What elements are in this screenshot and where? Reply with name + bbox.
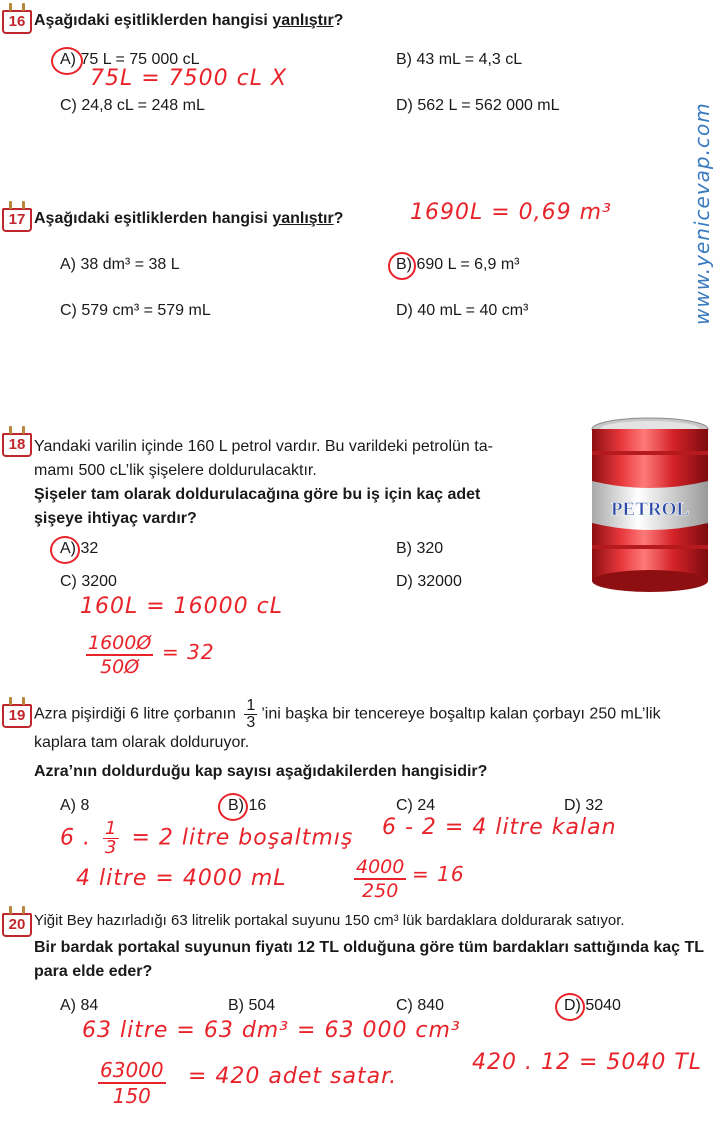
- handwritten-fraction: 63000 150: [100, 1058, 164, 1108]
- watermark-text: www.yenicevap.com: [690, 102, 714, 325]
- q16-option-c[interactable]: C) 24,8 cL = 248 mL: [60, 97, 205, 114]
- question-number-20: 20: [2, 913, 32, 937]
- question-19-stem-line2: kaplara tam olarak dolduruyor.: [34, 734, 250, 751]
- q19-option-c[interactable]: C) 24: [396, 797, 436, 814]
- q19-option-b[interactable]: B) 16: [228, 797, 267, 814]
- handwritten-note: 4 litre = 4000 mL: [76, 866, 287, 891]
- handwritten-result: = 420 adet satar.: [188, 1064, 398, 1089]
- q17-option-a[interactable]: A) 38 dm³ = 38 L: [60, 256, 180, 273]
- question-17-stem: [34, 210, 343, 228]
- q19-option-a[interactable]: A) 8: [60, 797, 90, 814]
- q20-option-c[interactable]: C) 840: [396, 997, 445, 1014]
- fraction: $\frac{1}{3}$: [246, 697, 256, 731]
- stem-line: mamı 500 cL’lik şişelere doldurulacaktır.: [34, 462, 317, 479]
- stem-end: ?: [333, 210, 344, 227]
- question-number-19: 19: [2, 704, 32, 728]
- q20-option-d[interactable]: D) 5040: [564, 997, 621, 1014]
- answer-circle: [388, 252, 416, 280]
- question-number-16: 16: [2, 10, 32, 34]
- handwritten-note: 1690L = 0,69 m³: [410, 200, 612, 225]
- answer-circle: [555, 993, 585, 1021]
- handwritten-note: 6 - 2 = 4 litre kalan: [382, 815, 617, 840]
- handwritten-note: 6 . $\frac{1}{3}$ = 2 litre boşaltmış: [60, 818, 354, 858]
- stem-end: ?: [333, 12, 344, 29]
- question-19-stem-line1: Azra pişirdiği 6 litre çorbanın $\frac{1}{3}$ ’ini başka bir tencereye boşaltıp kalan çorbayı 250 mL’lik: [34, 697, 661, 731]
- question-19-question: Azra’nın doldurduğu kap sayısı aşağıdakilerden hangisidir?: [34, 763, 488, 780]
- handwritten-fraction: 4000 250: [356, 856, 405, 902]
- petrol-barrel-image: [585, 415, 715, 595]
- answer-circle: [218, 793, 248, 821]
- question-number-17: 17: [2, 208, 32, 232]
- q16-option-b[interactable]: B) 43 mL = 4,3 cL: [396, 51, 523, 68]
- q17-option-d[interactable]: D) 40 mL = 40 cm³: [396, 302, 529, 319]
- question-18-stem: [34, 435, 528, 531]
- barrel-label: PETROL: [610, 499, 690, 520]
- answer-circle: [50, 536, 80, 564]
- q17-option-b[interactable]: B) 690 L = 6,9 m³: [396, 256, 520, 273]
- q18-option-a[interactable]: A) 32: [60, 540, 99, 557]
- stem-question-line: şişeye ihtiyaç vardır?: [34, 510, 197, 527]
- stem-text: Aşağıdaki eşitliklerden hangisi: [34, 210, 273, 227]
- q19-option-d[interactable]: D) 32: [564, 797, 604, 814]
- q20-option-a[interactable]: A) 84: [60, 997, 99, 1014]
- q20-option-b[interactable]: B) 504: [228, 997, 276, 1014]
- handwritten-note: 160L = 16000 cL: [80, 594, 283, 619]
- handwritten-note: 75L = 7500 cL X: [90, 66, 288, 91]
- stem-text: Aşağıdaki eşitliklerden hangisi: [34, 12, 273, 29]
- q17-option-c[interactable]: C) 579 cm³ = 579 mL: [60, 302, 211, 319]
- question-16-stem: [34, 12, 343, 30]
- q16-option-a[interactable]: A) 75 L = 75 000 cL: [60, 51, 200, 68]
- answer-circle: [51, 47, 83, 75]
- question-20-question: Bir bardak portakal suyunun fiyatı 12 TL olduğuna göre tüm bardakları sattığında kaç TL para elde eder?: [34, 939, 705, 980]
- handwritten-result: = 32: [162, 640, 215, 664]
- stem-underlined: yanlıştır: [272, 12, 334, 29]
- q18-option-b[interactable]: B) 320: [396, 540, 444, 557]
- handwritten-result: = 16: [412, 862, 465, 886]
- handwritten-fraction: 1600Ø 50Ø: [88, 632, 152, 678]
- handwritten-note: 420 . 12 = 5040 TL: [472, 1050, 703, 1075]
- question-20-stem: Yiğit Bey hazırladığı 63 litrelik portakal suyunu 150 cm³ lük bardaklara doldurarak satıyor.: [34, 912, 625, 929]
- stem-question-line: Şişeler tam olarak doldurulacağına göre bu iş için kaç adet: [34, 486, 481, 503]
- stem-underlined: yanlıştır: [272, 210, 334, 227]
- q16-option-d[interactable]: D) 562 L = 562 000 mL: [396, 97, 560, 114]
- stem-line: Yandaki varilin içinde 160 L petrol vardır. Bu varildeki petrolün ta-: [34, 438, 493, 455]
- q18-option-d[interactable]: D) 32000: [396, 573, 462, 590]
- q18-option-c[interactable]: C) 3200: [60, 573, 117, 590]
- question-number-18: 18: [2, 433, 32, 457]
- handwritten-note: 63 litre = 63 dm³ = 63 000 cm³: [82, 1018, 461, 1043]
